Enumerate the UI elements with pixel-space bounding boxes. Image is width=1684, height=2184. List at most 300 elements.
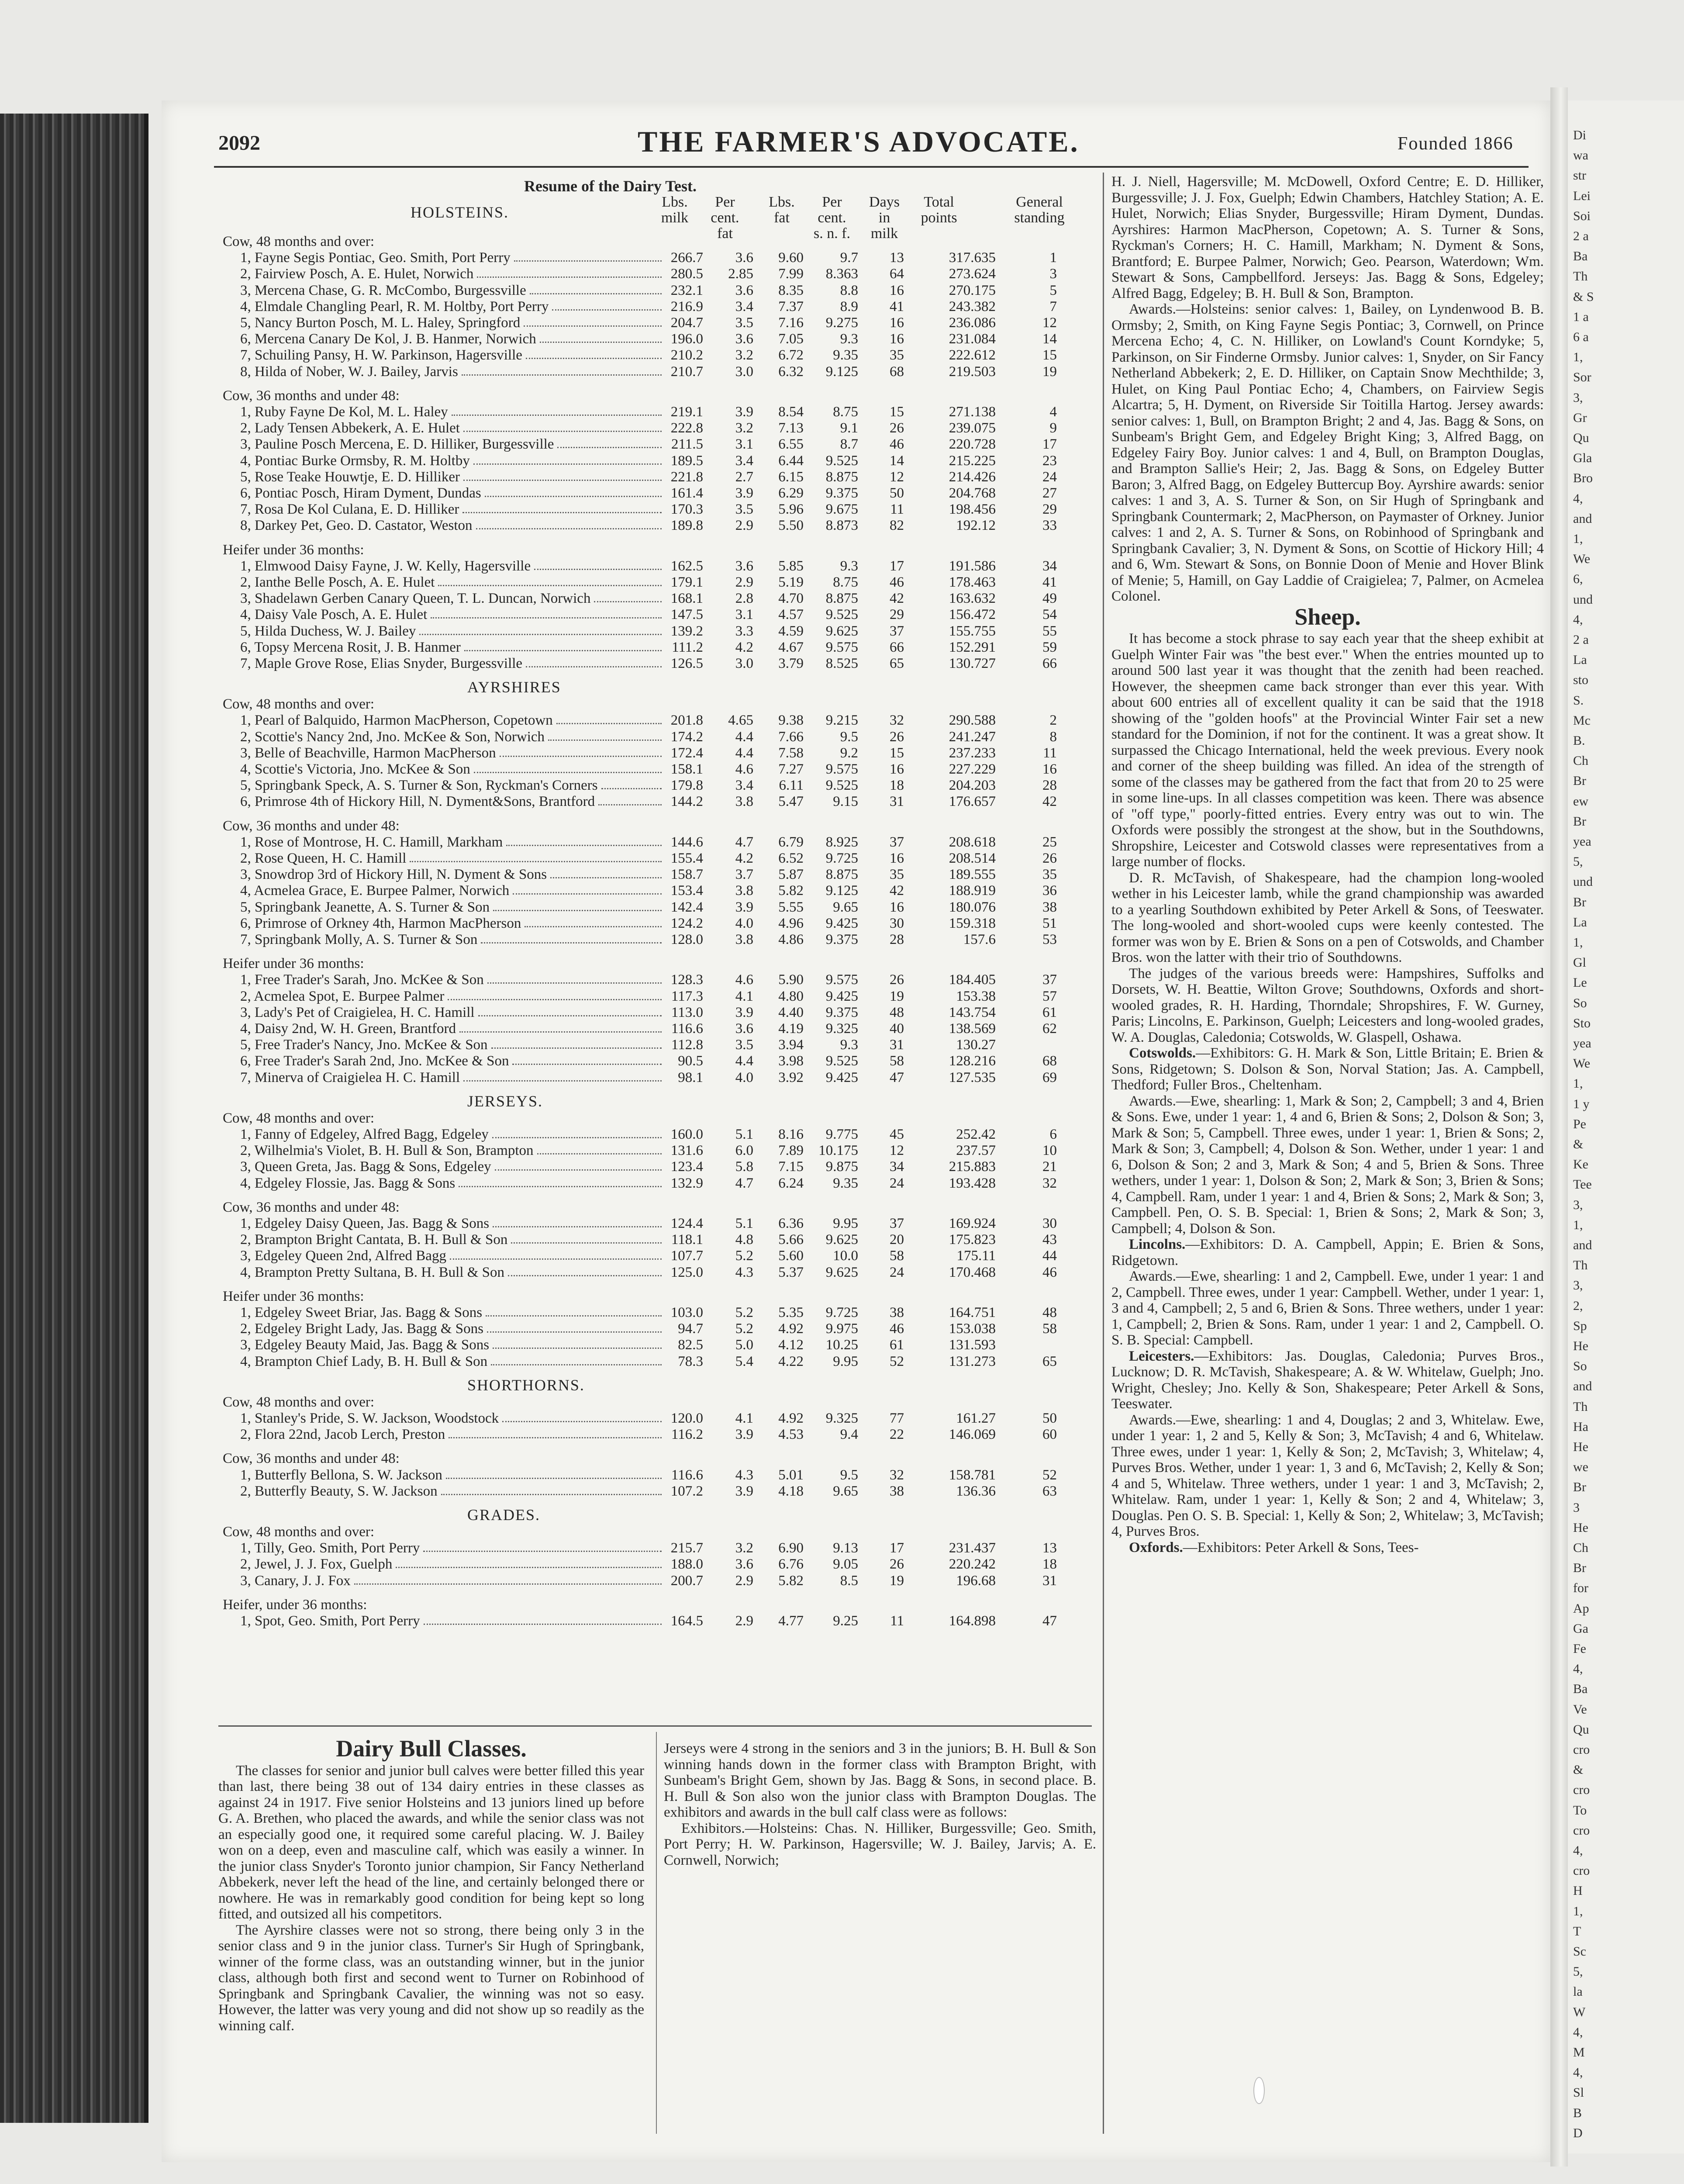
table-cell: 120.0 <box>670 1410 703 1426</box>
table-cell: 9.525 <box>825 607 858 623</box>
next-page-fragment: 6 a <box>1573 330 1589 344</box>
dot-leader <box>548 740 662 741</box>
paragraph: The Ayrshire classes were not so strong, there being only 3 in the senior class and 9 in the junior class. Turner's Sir Hugh of Springbank, winner of the forme class, was an outstanding winner, but in the junior class, although both first and second went to Turner on Robinhood of Springbank and Springbank Cavalier, the winning was not so easy. However, the latter was very young and did not show up so readily as the winning calf. <box>218 1922 644 2034</box>
table-cell: 3 <box>1049 266 1057 282</box>
dot-leader <box>512 1064 662 1065</box>
next-page-fragment: Qu <box>1573 1722 1589 1737</box>
table-cell: 152.291 <box>949 639 996 655</box>
dot-leader <box>450 1258 662 1260</box>
table-cell: 12 <box>1042 315 1057 331</box>
table-cell: 9.375 <box>825 485 858 501</box>
dot-leader <box>500 756 662 757</box>
table-cell: 3.9 <box>735 485 753 501</box>
table-cell: 5.0 <box>735 1337 753 1353</box>
next-page-fragment: 3 <box>1573 1500 1580 1515</box>
entry-name: 5, Nancy Burton Posch, M. L. Haley, Springford <box>240 315 521 331</box>
table-cell: 50 <box>890 485 904 501</box>
table-cell: 188.919 <box>949 883 996 899</box>
table-cell: 9.2 <box>840 745 858 761</box>
table-row <box>223 1410 1109 1428</box>
next-page-fragment: for <box>1573 1581 1588 1596</box>
next-page-fragment: 4, <box>1573 2025 1583 2039</box>
table-cell: 3.9 <box>735 404 753 420</box>
table-row <box>223 1354 1109 1371</box>
dot-leader <box>459 1186 662 1187</box>
table-cell: 5.4 <box>735 1353 753 1369</box>
table-cell: 47 <box>890 1069 904 1085</box>
next-page-fragment: To <box>1573 1803 1587 1818</box>
table-row <box>223 1070 1109 1087</box>
table-cell: 37 <box>890 623 904 639</box>
entry-name: 4, Brampton Chief Lady, B. H. Bull & Son <box>240 1353 488 1369</box>
table-cell: 4.70 <box>778 591 804 607</box>
table-cell: 29 <box>1042 501 1057 518</box>
table-cell: 3.6 <box>735 1021 753 1037</box>
table-cell: 144.2 <box>670 794 703 810</box>
table-cell: 196.68 <box>956 1572 996 1589</box>
next-page-fragment: 4, <box>1573 2065 1583 2080</box>
paragraph: It has become a stock phrase to say each year that the sheep exhibit at Guelph Winter Fair was "the best ever." When the entries mounted up to around 500 last year it was thought that the zenith had been reached. However, the sheepmen came back stronger than ever this year. With about 600 entries all of excellent quality it can be said that the 1918 showing of the "golden hoofs" at the Provincial Winter Fair set a new standard for the Dominion, if not for the continent. It was a great show. It surpassed the Chicago International, held the week previous. Every nook and corner of the sheep building was filled. An idea of the strength of some of the classes may be gathered from the fact that from 20 to 25 were in some line-ups. In all classes competition was keen. There was absence of "off type," poorly-fitted entries. Every entry was out to win. The Oxfords were possibly the strongest at the show, but in the Southdowns, Shropshire, Leicester and Cotswold classes were representatives from a large number of flocks. <box>1111 631 1544 870</box>
table-cell: 9.375 <box>825 1004 858 1020</box>
table-cell: 3.6 <box>735 250 753 266</box>
next-page-fragment: Ha <box>1573 1419 1588 1434</box>
table-row <box>223 1021 1109 1038</box>
dot-leader <box>511 1242 662 1244</box>
table-cell: 38 <box>1042 899 1057 915</box>
table-cell: 3.3 <box>735 623 753 639</box>
entry-name: 1, Free Trader's Sarah, Jno. McKee & Son <box>240 972 484 988</box>
table-cell: 12 <box>890 1143 904 1159</box>
table-row <box>223 834 1109 852</box>
table-cell: 98.1 <box>678 1069 703 1085</box>
table-cell: 9.725 <box>825 1305 858 1320</box>
next-page-fragment: yea <box>1573 1036 1591 1051</box>
next-page-fragment: Sp <box>1573 1318 1587 1333</box>
table-cell: 5.82 <box>778 1572 804 1589</box>
table-cell: 189.555 <box>949 867 996 883</box>
table-cell: 116.6 <box>671 1021 703 1037</box>
table-cell: 26 <box>1042 850 1057 866</box>
entry-name: 4, Brampton Pretty Sultana, B. H. Bull & Son <box>240 1264 505 1280</box>
column-header: Per cent. s. n. f. <box>813 194 851 242</box>
column-header: Lbs. fat <box>769 194 795 226</box>
table-cell: 113.0 <box>671 1004 703 1020</box>
table-cell: 4.1 <box>735 988 753 1004</box>
next-page-fragment: we <box>1573 1460 1588 1475</box>
book-binding <box>0 114 148 2123</box>
table-cell: 5.1 <box>735 1216 753 1231</box>
dairy-bull-column-continued <box>664 1741 1096 1868</box>
next-page-fragment: ew <box>1573 794 1588 809</box>
column-rule <box>1103 173 1104 2134</box>
table-cell: 4.77 <box>778 1613 804 1629</box>
table-cell: 103.0 <box>670 1305 703 1320</box>
table-cell: 174.2 <box>670 729 703 745</box>
table-cell: 232.1 <box>670 282 703 298</box>
table-cell: 239.075 <box>949 420 996 436</box>
group-label: Heifer, under 36 months: <box>223 1597 367 1613</box>
dot-leader <box>452 415 662 416</box>
table-cell: 4.4 <box>735 1053 753 1069</box>
table-cell: 16 <box>890 899 904 915</box>
table-cell: 317.635 <box>949 250 996 266</box>
table-cell: 161.4 <box>670 485 703 501</box>
table-cell: 22 <box>890 1427 904 1443</box>
table-cell: 6.36 <box>778 1216 804 1231</box>
table-row <box>223 1337 1109 1355</box>
entry-name: 5, Springbank Jeanette, A. S. Turner & Son <box>240 899 490 915</box>
table-cell: 4.6 <box>735 761 753 777</box>
next-page-fragment: la <box>1573 1984 1583 1999</box>
table-cell: 153.4 <box>670 883 703 899</box>
entry-name: 6, Primrose of Orkney 4th, Harmon MacPherson <box>240 915 521 931</box>
next-page-fragment: Sor <box>1573 370 1591 385</box>
table-cell: 9.625 <box>825 1232 858 1248</box>
table-cell: 117.3 <box>671 988 703 1004</box>
dot-leader <box>354 1583 662 1585</box>
next-page-fragment: Ap <box>1573 1601 1589 1616</box>
table-cell: 147.5 <box>670 607 703 623</box>
table-cell: 6.32 <box>778 363 804 380</box>
table-cell: 153.38 <box>956 988 996 1004</box>
entry-name: 3, Queen Greta, Jas. Bagg & Sons, Edgeley <box>240 1159 491 1175</box>
table-row <box>223 518 1109 535</box>
paragraph: D. R. McTavish, of Shakespeare, had the champion long-wooled wether in his Leicester lamb, while the grand championship was awarded to a yearling Southdown exhibited by Peter Arkell & Sons, of Teeswater. The long-wooled and short-wooled cups were keenly contested. The former was won by E. Brien & Sons on a pen of Cotswolds, and Chamber Bros. won the latter with their trio of Southdowns. <box>1111 870 1544 965</box>
table-cell: 138.569 <box>949 1021 996 1037</box>
table-cell: 16 <box>1042 761 1057 777</box>
table-cell: 6.11 <box>779 778 804 794</box>
table-cell: 9.65 <box>833 1483 858 1499</box>
dot-leader <box>514 260 662 262</box>
table-cell: 35 <box>890 347 904 363</box>
table-cell: 116.6 <box>671 1467 703 1483</box>
table-cell: 172.4 <box>670 745 703 761</box>
lincolns-label: Lincolns. <box>1129 1237 1186 1252</box>
entry-name: 7, Springbank Molly, A. S. Turner & Son <box>240 932 478 947</box>
table-cell: 3.5 <box>735 1037 753 1053</box>
dot-leader <box>601 788 662 789</box>
dot-leader <box>463 480 662 481</box>
table-cell: 19 <box>1042 363 1057 380</box>
table-cell: 13 <box>1042 1540 1057 1556</box>
table-cell: 16 <box>890 331 904 347</box>
table-cell: 219.1 <box>670 404 703 420</box>
dot-leader <box>481 942 662 943</box>
table-cell: 3.6 <box>735 331 753 347</box>
dot-leader <box>534 569 662 570</box>
table-cell: 57 <box>1042 988 1057 1004</box>
table-cell: 7 <box>1049 298 1057 314</box>
table-cell: 127.535 <box>949 1069 996 1085</box>
table-row <box>223 916 1109 933</box>
dot-leader <box>530 293 662 294</box>
table-cell: 4.7 <box>735 834 753 850</box>
next-page-fragment: & S <box>1573 289 1594 304</box>
table-cell: 2.9 <box>735 1613 753 1629</box>
table-cell: 184.405 <box>949 972 996 988</box>
next-page-fragment: Ba <box>1573 249 1588 264</box>
table-cell: 9.1 <box>840 420 858 436</box>
table-cell: 69 <box>1042 1069 1057 1085</box>
table-cell: 236.086 <box>949 315 996 331</box>
entry-name: 2, Fairview Posch, A. E. Hulet, Norwich <box>240 266 474 282</box>
table-cell: 5.2 <box>735 1321 753 1337</box>
next-page-fragment: He <box>1573 1440 1588 1454</box>
table-row <box>223 453 1109 470</box>
table-cell: 9.575 <box>825 639 858 655</box>
next-page-fragment: Ke <box>1573 1157 1588 1172</box>
entry-name: 4, Daisy Vale Posch, A. E. Hulet <box>240 607 428 623</box>
table-cell: 290.588 <box>949 712 996 729</box>
table-cell: 175.823 <box>949 1232 996 1248</box>
entry-name: 6, Topsy Mercena Rosit, J. B. Hanmer <box>240 639 461 655</box>
dot-leader <box>476 528 662 529</box>
table-cell: 158.781 <box>949 1467 996 1483</box>
table-cell: 4.80 <box>778 988 804 1004</box>
table-row <box>223 639 1109 657</box>
table-cell: 37 <box>890 1216 904 1231</box>
table-cell: 3.4 <box>735 298 753 314</box>
next-page-fragment: 6, <box>1573 572 1583 587</box>
table-row <box>223 283 1109 300</box>
paragraph <box>1111 1045 1544 1093</box>
table-cell: 30 <box>1042 1216 1057 1231</box>
next-page-fragment: & <box>1573 1762 1584 1777</box>
table-cell: 26 <box>890 972 904 988</box>
table-cell: 222.8 <box>670 420 703 436</box>
table-cell: 3.0 <box>735 363 753 380</box>
table-cell: 2.9 <box>735 1572 753 1589</box>
table-cell: 5.66 <box>778 1232 804 1248</box>
next-page-fragment: Tee <box>1573 1177 1592 1192</box>
next-page-fragment: 5, <box>1573 1964 1583 1979</box>
table-cell: 26 <box>890 420 904 436</box>
table-cell: 178.463 <box>949 574 996 590</box>
dot-leader <box>486 1315 662 1317</box>
next-page-fragment: cro <box>1573 1783 1590 1797</box>
dot-leader <box>526 666 662 667</box>
table-cell: 7.16 <box>778 315 804 331</box>
table-cell: 189.8 <box>670 518 703 534</box>
table-cell: 132.9 <box>670 1175 703 1191</box>
table-cell: 64 <box>890 266 904 282</box>
next-page-fragment: Fe <box>1573 1641 1586 1656</box>
entry-name: 2, Butterfly Beauty, S. W. Jackson <box>240 1483 438 1499</box>
table-cell: 200.7 <box>670 1572 703 1589</box>
table-cell: 116.2 <box>671 1427 703 1443</box>
binding-hole <box>1253 2077 1265 2104</box>
table-cell: 7.13 <box>778 420 804 436</box>
table-cell: 9.575 <box>825 761 858 777</box>
entry-name: 5, Free Trader's Nancy, Jno. McKee & Son <box>240 1037 488 1053</box>
table-cell: 26 <box>890 729 904 745</box>
breed-heading: GRADES. <box>467 1506 541 1524</box>
page-gutter <box>1550 87 1568 2167</box>
table-row <box>223 1037 1109 1054</box>
next-page-fragment: 2 a <box>1573 229 1589 243</box>
entry-name: 6, Mercena Canary De Kol, J. B. Hanmer, Norwich <box>240 331 536 347</box>
table-cell: 155.4 <box>670 850 703 866</box>
table-cell: 9.775 <box>825 1127 858 1142</box>
dot-leader <box>463 1080 662 1082</box>
table-cell: 9.325 <box>825 1021 858 1037</box>
table-cell: 163.632 <box>949 591 996 607</box>
table-cell: 51 <box>1042 915 1057 931</box>
entry-name: 2, Wilhelmia's Violet, B. H. Bull & Son, Brampton <box>240 1143 534 1159</box>
table-cell: 8.75 <box>833 404 858 420</box>
table-cell: 3.92 <box>778 1069 804 1085</box>
table-cell: 252.42 <box>956 1127 996 1142</box>
table-cell: 118.1 <box>671 1232 703 1248</box>
table-cell: 24 <box>1042 469 1057 485</box>
dot-leader <box>550 877 662 878</box>
dot-leader <box>502 1421 662 1422</box>
paragraph <box>1111 1237 1544 1268</box>
table-cell: 211.5 <box>671 436 703 453</box>
table-cell: 15 <box>890 404 904 420</box>
table-cell: 220.728 <box>949 436 996 453</box>
table-row <box>223 1005 1109 1022</box>
next-page-fragment: 1 y <box>1573 1096 1590 1111</box>
table-cell: 16 <box>890 850 904 866</box>
table-cell: 47 <box>1042 1613 1057 1629</box>
breed-heading: SHORTHORNS. <box>467 1376 585 1394</box>
table-cell: 5.87 <box>778 867 804 883</box>
table-row <box>223 404 1109 422</box>
table-cell: 4.57 <box>778 607 804 623</box>
table-cell: 3.9 <box>735 899 753 915</box>
next-page-fragment: Ba <box>1573 1682 1588 1697</box>
table-cell: 4.65 <box>728 712 753 729</box>
table-cell: 9.375 <box>825 932 858 947</box>
table-cell: 5.2 <box>735 1305 753 1320</box>
table-cell: 11 <box>890 1613 904 1629</box>
cotswolds-exhibitors: —Exhibitors: G. H. Mark & Son, Little Britain; E. Brien & Sons, Ridgetown; S. Dolson & Son, Norval Station; Jas. A. Campbell, Thedford; Fuller Bros., Cheltenham. <box>1111 1045 1544 1093</box>
entry-name: 6, Pontiac Posch, Hiram Dyment, Dundas <box>240 485 481 501</box>
table-cell: 9.38 <box>778 712 804 729</box>
table-cell: 4.92 <box>778 1410 804 1426</box>
table-cell: 14 <box>1042 331 1057 347</box>
table-cell: 6.0 <box>735 1143 753 1159</box>
table-cell: 156.472 <box>949 607 996 623</box>
table-row <box>223 1427 1109 1444</box>
table-cell: 4.2 <box>735 639 753 655</box>
next-page-fragment: and <box>1573 1379 1592 1394</box>
table-row <box>223 1175 1109 1193</box>
entry-name: 6, Primrose 4th of Hickory Hill, N. Dyment&Sons, Brantford <box>240 794 595 810</box>
table-row <box>223 558 1109 576</box>
table-cell: 55 <box>1042 623 1057 639</box>
founded-note: Founded 1866 <box>1398 134 1514 154</box>
table-cell: 128.0 <box>670 932 703 947</box>
next-page-fragment: und <box>1573 874 1593 889</box>
table-cell: 9.7 <box>840 250 858 266</box>
table-row <box>223 883 1109 900</box>
table-cell: 9.125 <box>825 363 858 380</box>
table-cell: 9.60 <box>778 250 804 266</box>
table-cell: 10.25 <box>825 1337 858 1353</box>
dot-leader <box>537 1153 662 1154</box>
table-cell: 53 <box>1042 932 1057 947</box>
table-cell: 2.7 <box>735 469 753 485</box>
table-cell: 52 <box>1042 1467 1057 1483</box>
paragraph: Awards.—Holsteins: senior calves: 1, Bailey, on Lyndenwood B. B. Ormsby; 2, Smith, on King Fayne Segis Pontiac; 3, Cornwell, on Prince Mercena Echo; 4, C. N. Hilliker, on Lowland's Count Korndyke; 5, Parkinson, on Sir Finderne Ormsby. Junior calves: 1, Snyder, on Sir Fancy Netherland Abbekerk; 2, E. D. Hilliker, on Captain Snow Mechthilde; 3, Hulet, on King Paul Pontiac Echo; 4, Chambers, on Fairview Segis Alcartra; 5, H. Dyment, on Riverside Sir Toitilla Hartog. Jersey awards: senior calves: 1, Bull, on Brampton Bright; 2 and 4, Jas. Bagg & Sons, on Sunbeam's Bright Gem, and Edgeley Bright King; 3, Alfred Bagg, on Edgeley Fairy Boy. Junior calves: 1 and 4, Bull, on Brampton Douglas, and Brampton Sallie's Heir; 2, Jas. Bagg & Sons, on Edgeley Butter Baron; 3, Alfred Bagg, on Edgeley Buttercup Boy. Ayrshire awards: senior calves: 1 and 3, A. S. Turner & Son, on Sir Hugh of Springbank and Springbank Countermark; 2, MacPherson, on Paymaster of Orkney. Junior calves: 1 and 2, A. S. Turner & Sons, on Robinhood of Springbank and Springbank Cavalier; 3, N. Dyment & Sons, on Scottie of Hickory Hill; 4 and 6, Wm. Stewart & Sons, on Bonnie Doon of Menie and Hover Blink of Menie; 5, Hamill, on Gay Laddie of Craigielea; 7, Palmer, on Acmelea Colonel. <box>1111 301 1544 604</box>
dot-leader <box>492 1137 662 1138</box>
entry-name: 2, Scottie's Nancy 2nd, Jno. McKee & Son, Norwich <box>240 729 545 745</box>
dot-leader <box>438 585 662 586</box>
table-row <box>223 745 1109 763</box>
table-cell: 237.57 <box>956 1143 996 1159</box>
entry-name: 5, Rose Teake Houwtje, E. D. Hilliker <box>240 469 460 485</box>
table-cell: 26 <box>890 1556 904 1572</box>
paragraph <box>1111 1348 1544 1412</box>
breed-heading: HOLSTEINS. <box>411 204 509 221</box>
table-cell: 28 <box>890 932 904 947</box>
table-cell: 142.4 <box>670 899 703 915</box>
next-page-fragment: Sto <box>1573 1016 1591 1030</box>
table-cell: 204.203 <box>949 778 996 794</box>
table-cell: 52 <box>890 1353 904 1369</box>
table-cell: 10 <box>1042 1143 1057 1159</box>
table-cell: 9.3 <box>840 558 858 574</box>
next-page-fragment: and <box>1573 1238 1592 1252</box>
table-cell: 8 <box>1049 729 1057 745</box>
next-page-fragment: 2, <box>1573 1298 1583 1313</box>
table-cell: 9.215 <box>825 712 858 729</box>
next-page-fragment: Qu <box>1573 431 1589 445</box>
table-cell: 7.58 <box>778 745 804 761</box>
next-page-fragment: Br <box>1573 1480 1586 1495</box>
table-cell: 131.273 <box>949 1353 996 1369</box>
entry-name: 2, Ianthe Belle Posch, A. E. Hulet <box>240 574 435 590</box>
table-cell: 4.6 <box>735 972 753 988</box>
next-page-fragment: B. <box>1573 733 1585 748</box>
dot-leader <box>464 650 662 651</box>
table-cell: 9.275 <box>825 315 858 331</box>
table-cell: 27 <box>1042 485 1057 501</box>
dairy-bull-column <box>218 1736 644 2034</box>
table-cell: 5.1 <box>735 1127 753 1142</box>
paragraph: Awards.—Ewe, shearling: 1, Mark & Son; 2, Campbell; 3 and 4, Brien & Sons. Ewe, under 1 year: 1, 4 and 6, Brien & Sons; 2, Dolson & Son; 3, Mark & Son; 5, Campbell. Three ewes, under 1 year: 1, Brien & Sons; 2, Mark & Son; 3, Campbell; 4, Dolson & Son. Wether, under 1 year: 1 and 6, Dolson & Son; 2 and 3, Mark & Son; 4 and 5, Brien & Sons. Three wethers, under 1 year: 1, Dolson & Son; 2, Mark & Son; 3, Brien & Sons; 4, Campbell. Ram, under 1 year: 1 and 4, Brien & Sons; 2, Mark & Son; 3, Campbell. Pen, O. S. B. Special: 1, Brien & Sons; 2, Mark & Son; 3, Campbell; 4, Dolson & Son. <box>1111 1093 1544 1237</box>
table-row <box>223 1216 1109 1233</box>
table-cell: 107.7 <box>670 1248 703 1264</box>
table-cell: 3.8 <box>735 932 753 947</box>
table-cell: 189.5 <box>670 453 703 469</box>
table-cell: 4.19 <box>778 1021 804 1037</box>
entry-name: 1, Fanny of Edgeley, Alfred Bagg, Edgeley <box>240 1127 489 1142</box>
table-cell: 4.4 <box>735 729 753 745</box>
table-cell: 179.8 <box>670 778 703 794</box>
table-cell: 8.9 <box>840 298 858 314</box>
next-page-fragment: Soi <box>1573 208 1591 223</box>
table-cell: 7.15 <box>778 1159 804 1175</box>
table-cell: 155.755 <box>949 623 996 639</box>
table-cell: 31 <box>1042 1572 1057 1589</box>
table-cell: 17 <box>890 558 904 574</box>
table-cell: 7.89 <box>778 1143 804 1159</box>
table-cell: 31 <box>890 1037 904 1053</box>
entry-name: 3, Snowdrop 3rd of Hickory Hill, N. Dyment & Sons <box>240 867 547 883</box>
next-page-fragment: He <box>1573 1339 1588 1353</box>
table-row <box>223 932 1109 949</box>
next-page-fragment: Ch <box>1573 1541 1589 1555</box>
table-cell: 231.084 <box>949 331 996 347</box>
entry-name: 4, Daisy 2nd, W. H. Green, Brantford <box>240 1021 456 1037</box>
table-row <box>223 436 1109 454</box>
dot-leader <box>419 634 662 635</box>
paragraph: The classes for senior and junior bull calves were better filled this year than last, there being 38 out of 134 dairy entries in these classes as against 24 in 1917. Five senior Holsteins and 13 juniors lined up before G. A. Brethen, who placed the awards, and while the senior class was not an especially good one, it required some careful placing. W. J. Bailey won on a deep, even and masculine calf, which was easily a winner. In the junior class Snyder's Toronto junior champion, Sir Fancy Netherland Abbekerk, never left the head of the line, and certainly belonged there or nowhere. He was in remarkably good condition for being kept so long fitted, and outsized all his competitors. <box>218 1762 644 1922</box>
dot-leader <box>491 1047 662 1049</box>
